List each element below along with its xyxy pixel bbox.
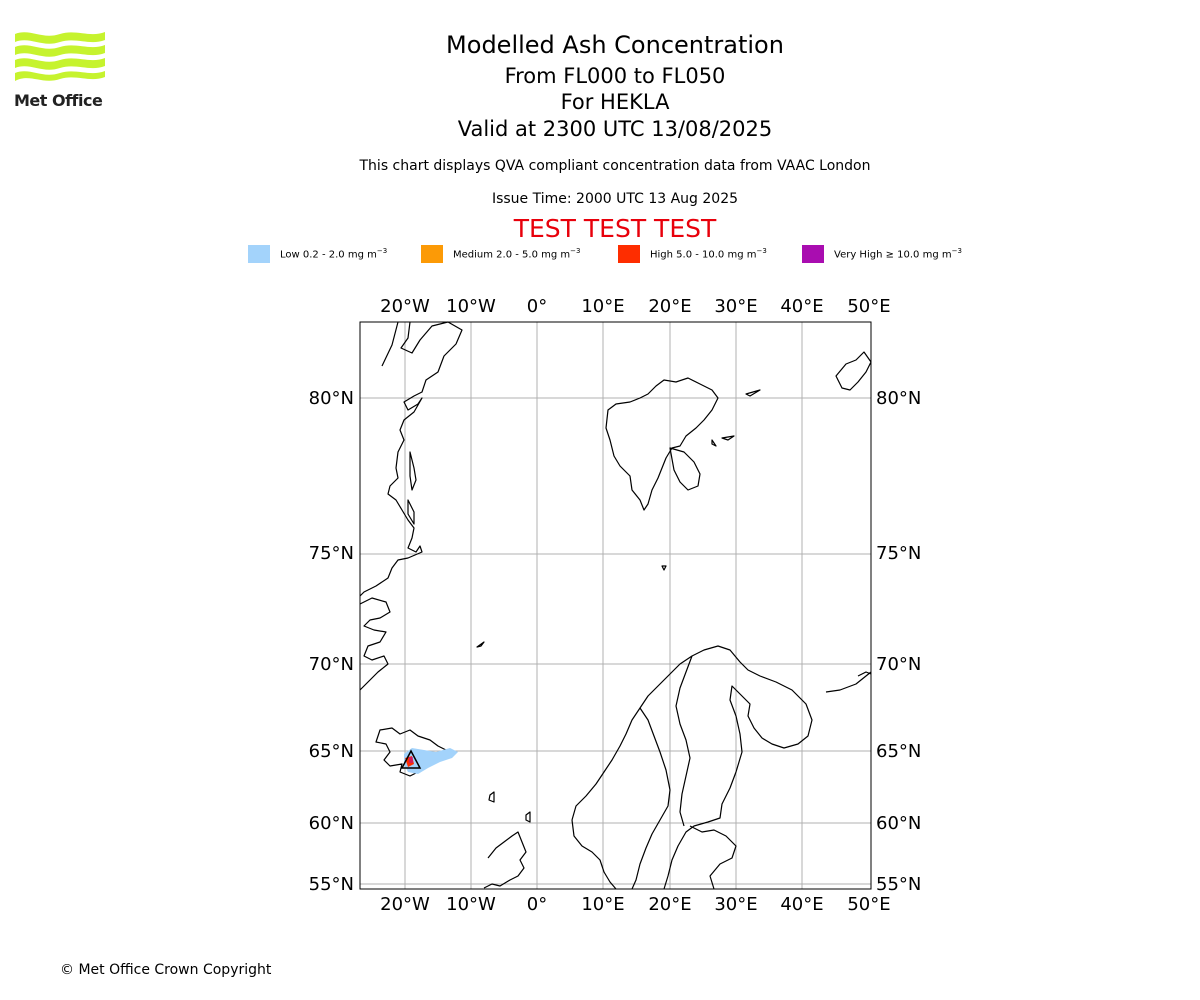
valid-time: Valid at 2300 UTC 13/08/2025 (457, 117, 773, 141)
lat-label: 80°N (308, 388, 354, 409)
lon-label: 20°W (380, 894, 430, 915)
legend-item-very-high: Very High ≥ 10.0 mg $m^{-3}$ (802, 245, 962, 263)
lat-labels-right (876, 388, 921, 895)
lon-label: 20°E (648, 894, 692, 915)
lon-label: 0° (526, 894, 548, 915)
issue-time: Issue Time: 2000 UTC 13 Aug 2025 (491, 191, 739, 207)
lat-label: 55°N (308, 874, 354, 895)
lat-labels-left (309, 388, 354, 895)
flight-level-range: From FL000 to FL050 (504, 64, 726, 88)
chart-description: This chart displays QVA compliant concentration data from VAAC London (359, 158, 871, 174)
lon-label: 40°E (780, 894, 824, 915)
lat-label: 80°N (876, 388, 922, 409)
lat-label: 70°N (308, 654, 354, 675)
lon-label: 0° (526, 296, 548, 317)
chart-title: Modelled Ash Concentration (446, 31, 784, 59)
lon-label: 50°E (847, 296, 891, 317)
legend-item-low: Low 0.2 - 2.0 mg $m^{-3}$ (248, 245, 387, 263)
ash-very-high-area (409, 757, 413, 763)
volcano-name: For HEKLA (560, 90, 670, 114)
lon-label: 30°E (714, 894, 758, 915)
legend-item-medium: Medium 2.0 - 5.0 mg $m^{-3}$ (421, 245, 580, 263)
map-frame (360, 322, 871, 889)
lon-label: 10°E (581, 894, 625, 915)
legend-label-very-high: Very High ≥ 10.0 mg m (834, 249, 952, 261)
graticule (360, 322, 871, 889)
copyright-notice: © Met Office Crown Copyright (60, 962, 272, 978)
legend-item-high: High 5.0 - 10.0 mg $m^{-3}$ (618, 245, 767, 263)
lon-label: 20°W (380, 296, 430, 317)
lon-label: 30°E (714, 296, 758, 317)
lat-label: 70°N (876, 654, 922, 675)
lon-label: 10°W (446, 894, 496, 915)
lat-label: 65°N (308, 741, 354, 762)
test-banner: TEST TEST TEST (513, 214, 717, 243)
lat-label: 65°N (876, 741, 922, 762)
legend-label-high: High 5.0 - 10.0 mg m (650, 249, 757, 261)
lon-label: 40°E (780, 296, 824, 317)
lon-label: 20°E (648, 296, 692, 317)
legend-label-low: Low 0.2 - 2.0 mg m (280, 249, 377, 261)
lat-label: 55°N (876, 874, 922, 895)
lon-label: 10°W (446, 296, 496, 317)
lat-label: 75°N (308, 543, 354, 564)
lon-labels-bottom (380, 894, 890, 915)
lon-label: 10°E (581, 296, 625, 317)
lat-label: 75°N (876, 543, 922, 564)
lon-label: 50°E (847, 894, 891, 915)
coastlines (360, 322, 871, 889)
lon-labels-top (380, 296, 890, 317)
legend-label-medium: Medium 2.0 - 5.0 mg m (453, 249, 571, 261)
brand-name: Met Office (14, 91, 103, 110)
lat-label: 60°N (876, 813, 922, 834)
lat-label: 60°N (308, 813, 354, 834)
